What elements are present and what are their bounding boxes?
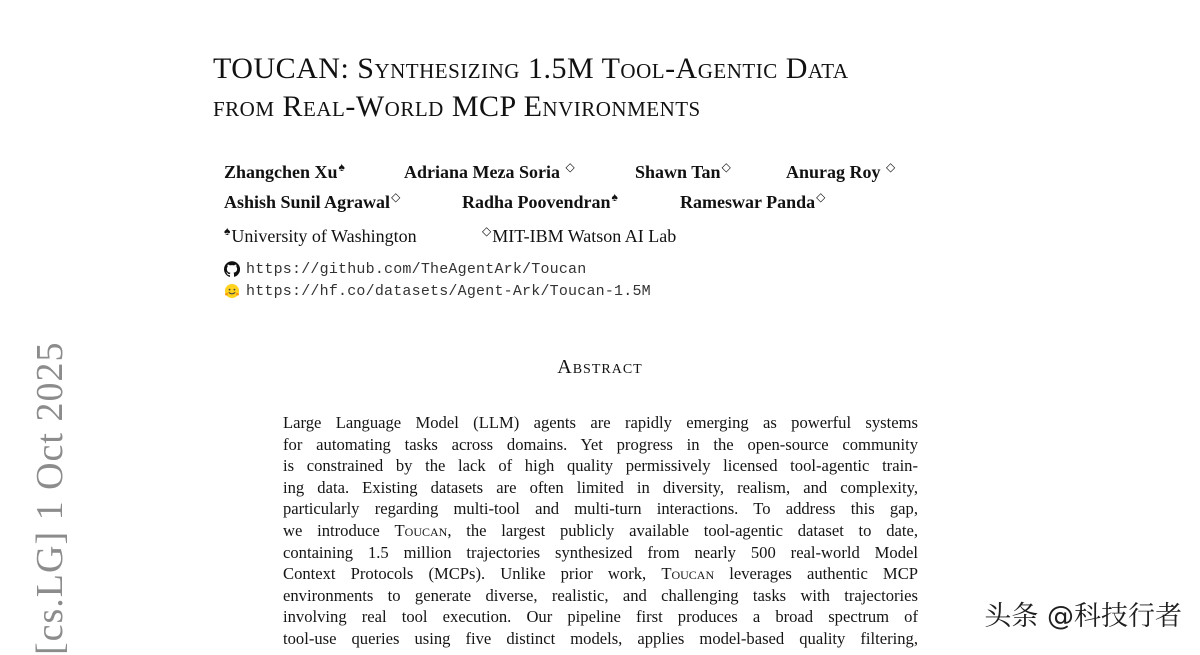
huggingface-link[interactable]	[224, 280, 651, 302]
author-name: Adriana Meza Soria	[404, 162, 560, 182]
author-row-2	[224, 188, 984, 218]
author	[224, 190, 400, 213]
author-name: Ashish Sunil Agrawal	[224, 192, 391, 212]
abstract-line: Context Protocols (MCPs). Unlike prior work, Toucan leverages authentic MCP	[283, 564, 918, 584]
author	[635, 160, 731, 183]
affiliation-mark: ◇	[721, 160, 731, 174]
author-name: Zhangchen Xu	[224, 162, 338, 182]
abstract-line: Large Language Model (LLM) agents are rapidly emerging as powerful systems	[283, 413, 918, 432]
abstract-line: particularly regarding multi-tool and multi-turn interactions. To address this gap,	[283, 499, 918, 519]
author-name: Anurag Roy	[786, 162, 881, 182]
title-line-2: from Real-World MCP Environments	[213, 90, 701, 123]
author-list	[224, 158, 984, 218]
affiliation-mark: ◇	[565, 160, 575, 174]
paper-title	[213, 50, 1033, 126]
github-icon	[224, 261, 240, 277]
huggingface-icon	[224, 283, 240, 299]
author-name: Rameswar Panda	[680, 192, 816, 212]
watermark: 头条 @科技行者	[984, 601, 1182, 632]
affiliation-name: MIT-IBM Watson AI Lab	[492, 226, 677, 246]
affiliation-mark: ♠	[224, 224, 231, 238]
abstract-line: involving real tool execution. Our pipeline first produces a broad spectrum of	[283, 607, 918, 627]
author	[404, 160, 575, 183]
abstract-body	[283, 412, 918, 650]
affiliation-mark: ◇	[816, 190, 826, 204]
author	[224, 160, 345, 183]
title-line-1: TOUCAN: Synthesizing 1.5M Tool-Agentic Data	[213, 52, 849, 85]
abstract-heading: Abstract	[557, 356, 643, 378]
affiliation	[224, 224, 417, 247]
abstract-line: ing data. Existing datasets are often limited in diversity, realism, and complexity,	[283, 477, 918, 497]
github-link[interactable]	[224, 258, 651, 280]
author	[786, 160, 895, 183]
author	[680, 190, 825, 213]
resource-links	[224, 258, 651, 302]
author-row-1	[224, 158, 984, 188]
affiliation	[482, 224, 676, 247]
affiliation-mark: ◇	[482, 224, 492, 238]
author	[462, 190, 618, 213]
affiliation-mark: ♠	[611, 190, 618, 204]
affiliation-mark: ◇	[886, 160, 896, 174]
abstract-line: for automating tasks across domains. Yet progress in the open-source community	[283, 434, 918, 454]
abstract-line: we introduce Toucan, the largest publicly available tool-agentic dataset to date,	[283, 520, 919, 540]
abstract-line: tool-use queries using five distinct models, applies model-based quality filtering,	[283, 628, 918, 648]
affiliation-list	[224, 224, 984, 250]
abstract-line: is constrained by the lack of high quality permissively licensed tool-agentic train-	[283, 456, 918, 476]
author-name: Radha Poovendran	[462, 192, 611, 212]
abstract-line: environments to generate diverse, realistic, and challenging tasks with trajectories	[283, 585, 918, 605]
affiliation-mark: ◇	[391, 190, 401, 204]
affiliation-mark: ♠	[338, 160, 345, 174]
abstract-line: containing 1.5 million trajectories synthesized from nearly 500 real-world Model	[283, 542, 918, 562]
arxiv-stamp: [cs.LG] 1 Oct 2025	[29, 341, 71, 655]
huggingface-url[interactable]: https://hf.co/datasets/Agent-Ark/Toucan-1.5M	[246, 282, 651, 300]
affiliation-name: University of Washington	[231, 226, 417, 246]
author-name: Shawn Tan	[635, 162, 721, 182]
github-url[interactable]: https://github.com/TheAgentArk/Toucan	[246, 260, 587, 278]
